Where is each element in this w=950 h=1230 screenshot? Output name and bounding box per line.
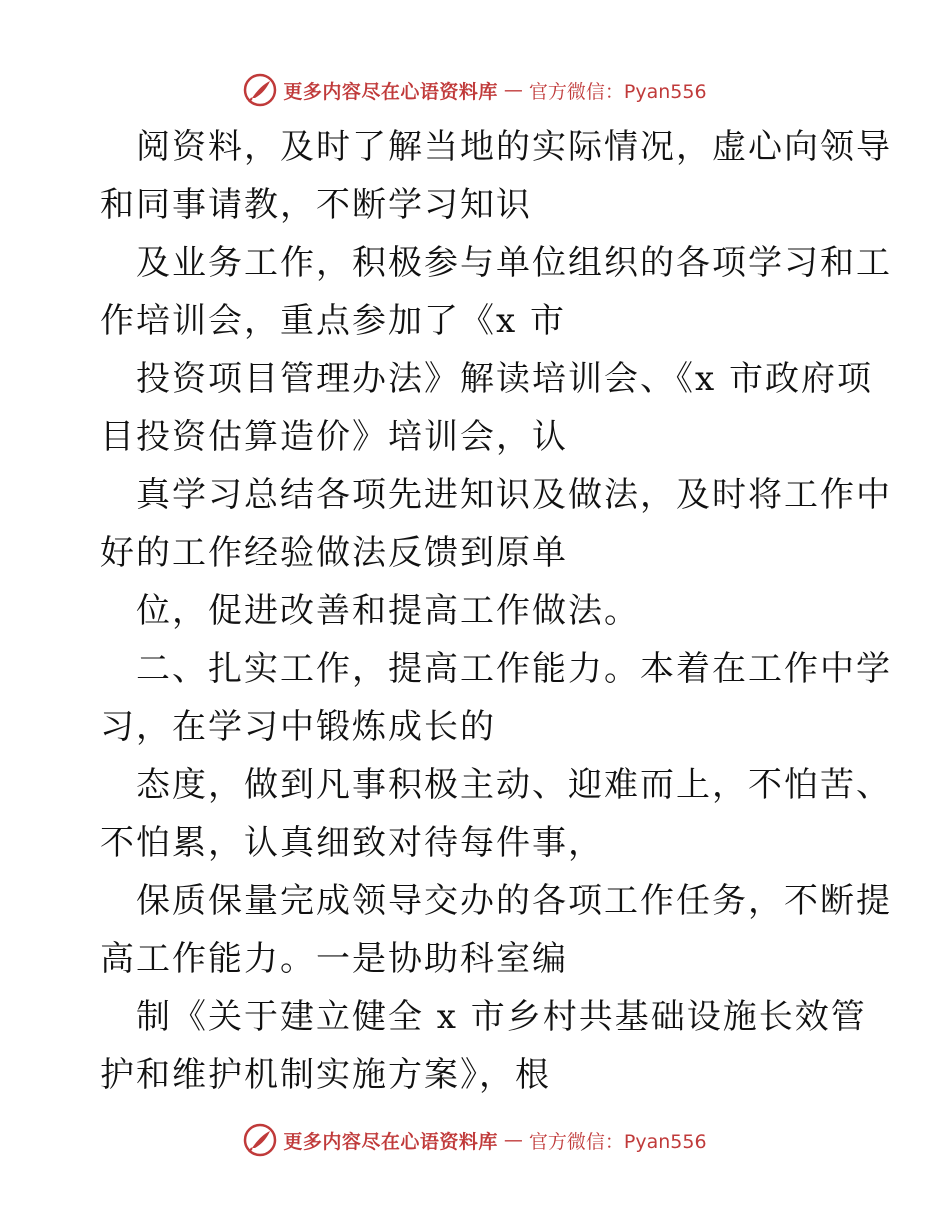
body-line: 投资项目管理办法》解读培训会、《x 市政府项 [136, 359, 873, 399]
body-line: 不怕累，认真细致对待每件事， [100, 823, 604, 863]
body-line: 高工作能力。一是协助科室编 [100, 939, 568, 979]
body-line: 阅资料，及时了解当地的实际情况，虚心向领导 [136, 127, 892, 167]
body-line: 及业务工作，积极参与单位组织的各项学习和工 [136, 243, 892, 283]
body-line: 好的工作经验做法反馈到原单 [100, 533, 568, 573]
body-line: 态度，做到凡事积极主动、迎难而上，不怕苦、 [136, 765, 892, 805]
body-line: 护和维护机制实施方案》，根 [100, 1055, 551, 1095]
watermark-contact: 官方微信：Pyan556 [528, 1130, 707, 1153]
body-line: 制《关于建立健全 x 市乡村共基础设施长效管 [136, 997, 867, 1037]
watermark-separator: — [503, 79, 523, 101]
body-line: 和同事请教，不断学习知识 [100, 185, 532, 225]
header-watermark [0, 70, 950, 110]
watermark-text: 更多内容尽在心语资料库 [283, 80, 498, 103]
body-line: 习，在学习中锻炼成长的 [100, 707, 496, 747]
body-line: 位，促进改善和提高工作做法。 [136, 591, 640, 631]
feather-pen-logo-icon [243, 73, 277, 107]
document-body [100, 118, 892, 1104]
body-line: 作培训会，重点参加了《x 市 [100, 301, 566, 341]
watermark-text: 更多内容尽在心语资料库 [283, 1130, 498, 1153]
feather-pen-logo-icon [243, 1123, 277, 1157]
body-line: 保质保量完成领导交办的各项工作任务，不断提 [136, 881, 892, 921]
watermark-separator: — [503, 1129, 523, 1151]
section-heading-line: 二、扎实工作，提高工作能力。本着在工作中学 [136, 649, 892, 689]
body-line: 目投资估算造价》培训会，认 [100, 417, 568, 457]
body-line: 真学习总结各项先进知识及做法，及时将工作中 [136, 475, 892, 515]
footer-watermark [0, 1120, 950, 1160]
watermark-contact: 官方微信：Pyan556 [528, 80, 707, 103]
